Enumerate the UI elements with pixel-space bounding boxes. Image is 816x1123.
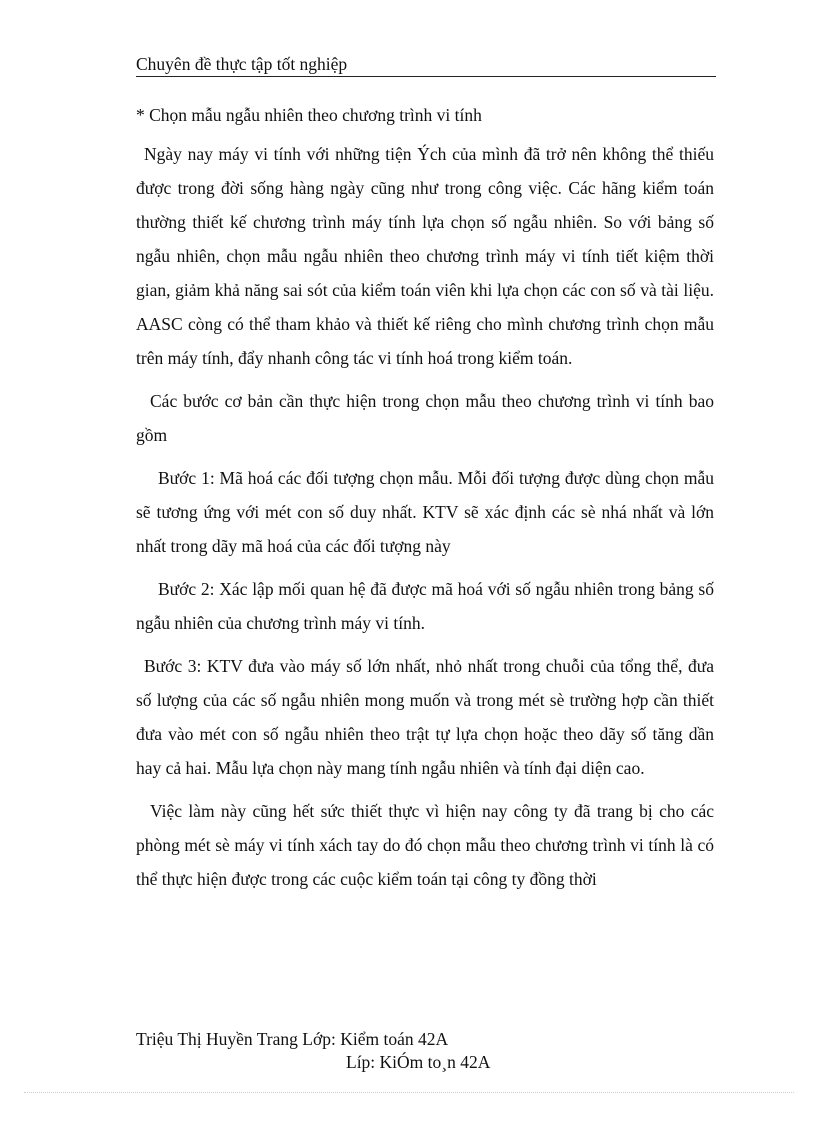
- section-heading: * Chọn mẫu ngẫu nhiên theo chương trình vi tính: [136, 105, 482, 125]
- page-header: [136, 52, 716, 77]
- paragraph-steps-intro: Các bước cơ bản cần thực hiện trong chọn mẫu theo chương trình vi tính bao gồm: [136, 391, 714, 445]
- document-body: [136, 102, 714, 896]
- paragraph-intro: Ngày nay máy vi tính với những tiện Ých của mình đã trở nên không thể thiếu được trong đời sống hàng ngày cũng như trong công việc. Các hãng kiểm toán thường thiết kế chương trình máy tính lựa chọn số ngẫu nhiên. So với bảng số ngẫu nhiên, chọn mẫu ngẫu nhiên theo chương trình máy vi tính tiết kiệm thời gian, giảm khả năng sai sót của kiểm toán viên khi lựa chọn các con số và tài liệu. AASC còng có thể tham khảo và thiết kế riêng cho mình chương trình chọn mẫu trên máy tính, đẩy nhanh công tác vi tính hoá trong kiểm toán.: [136, 144, 714, 368]
- paragraph-step-2: Bước 2: Xác lập mối quan hệ đã được mã hoá với số ngẫu nhiên trong bảng số ngẫu nhiên của chương trình máy vi tính.: [136, 579, 714, 633]
- paragraph-conclusion: Việc làm này cũng hết sức thiết thực vì hiện nay công ty đã trang bị cho các phòng mét sè máy vi tính xách tay do đó chọn mẫu theo chương trình vi tính là có thể thực hiện được trong các cuộc kiểm toán tại công ty đồng thời: [136, 801, 714, 889]
- paragraph-step-1: Bước 1: Mã hoá các đối tượng chọn mẫu. Mỗi đối tượng được dùng chọn mẫu sẽ tương ứng với mét con số duy nhất. KTV sẽ xác định các sè nhá nhất và lớn nhất trong dãy mã hoá của các đối tượng này: [136, 468, 714, 556]
- footer-class: Líp: KiÓm to¸n 42A: [346, 1052, 491, 1072]
- footer-author: Triệu Thị Huyền Trang Lớp: Kiểm toán 42A: [136, 1029, 449, 1049]
- paragraph-step-3: Bước 3: KTV đưa vào máy số lớn nhất, nhỏ nhất trong chuỗi của tổng thể, đưa số lượng của các số ngẫu nhiên mong muốn và trong mét sè trường hợp cần thiết đưa vào mét con số ngẫu nhiên theo trật tự lựa chọn hoặc theo dãy số tăng dần hay cả hai. Mẫu lựa chọn này mang tính ngẫu nhiên và tính đại diện cao.: [136, 656, 714, 778]
- header-title: Chuyên đề thực tập tốt nghiệp: [136, 54, 348, 74]
- page-divider: [24, 1092, 794, 1093]
